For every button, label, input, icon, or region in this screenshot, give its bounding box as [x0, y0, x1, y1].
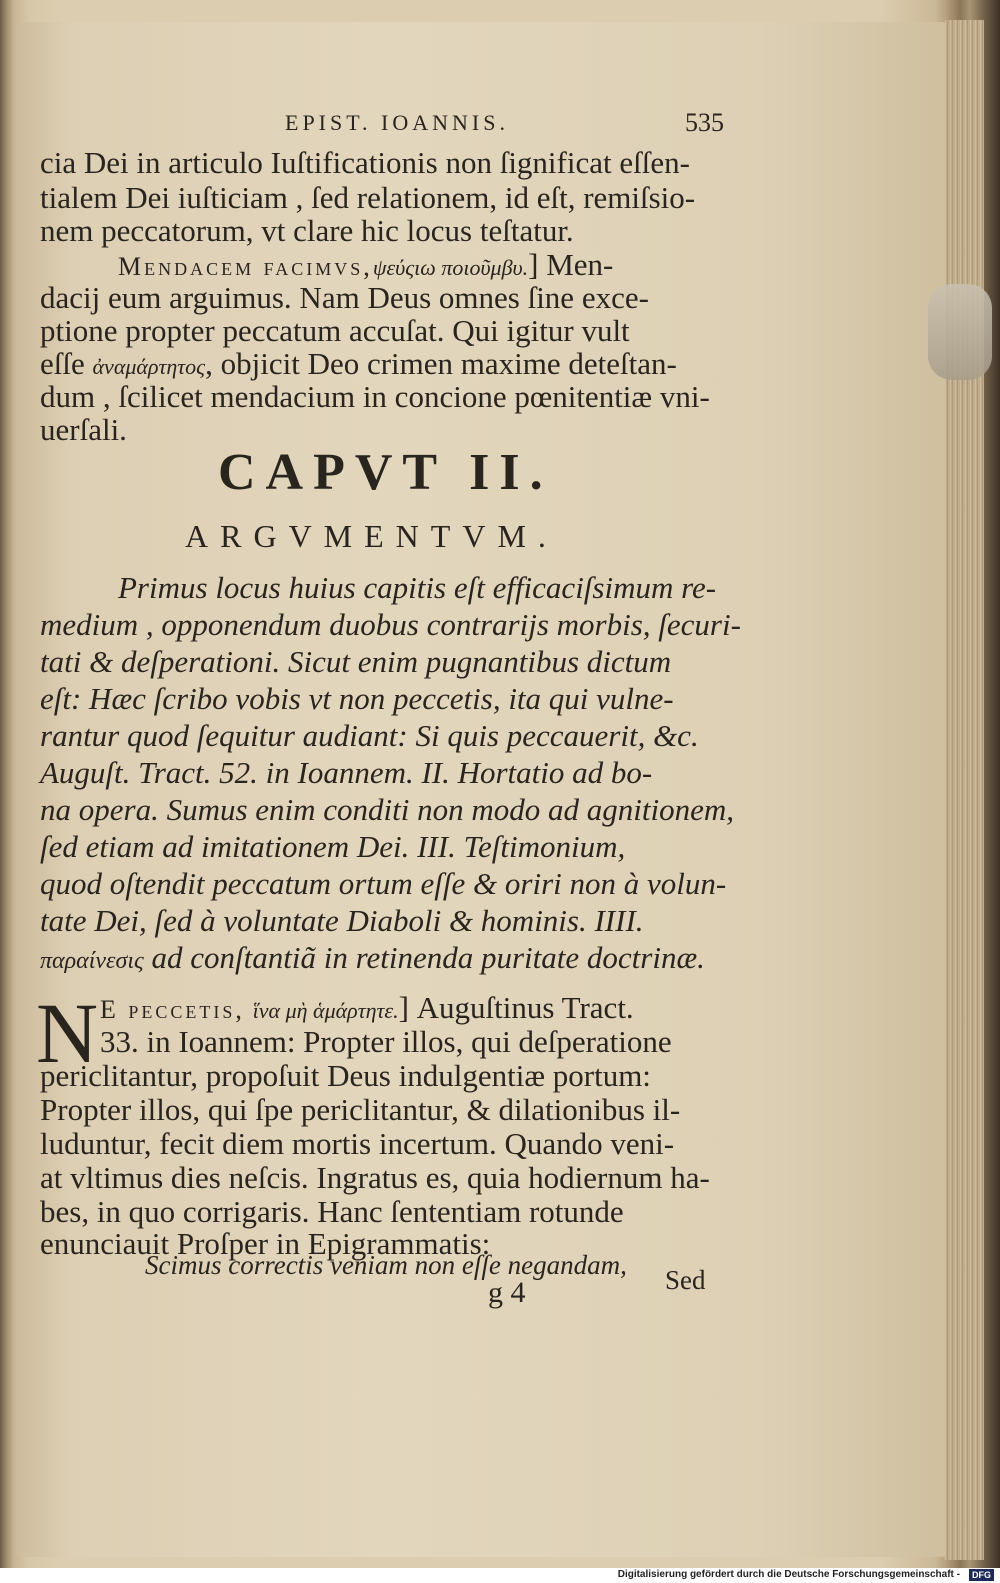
text-line: 33. in Ioannem: Propter illos, qui deſperatione [100, 1024, 672, 1059]
dfg-logo: DFG [969, 1569, 994, 1581]
text-line: bes, in quo corrigaris. Hanc ſententiam rotunde [40, 1194, 624, 1229]
argumentum-line: medium , opponendum duobus contrarijs morbis, ſecuri- [40, 607, 741, 642]
catchword: Sed [665, 1265, 706, 1295]
verse-line: Scimus correctis veniam non eſſe negandam, [145, 1250, 627, 1280]
lemma-rest: ] Auguſtinus Tract. [398, 990, 634, 1025]
text-fragment: , objicit Deo crimen maxime deteſtan- [205, 346, 677, 381]
greek-word: παραίνεσις [40, 948, 144, 974]
drop-cap: N [36, 985, 99, 1081]
chapter-title: CAPVT II. [218, 444, 553, 501]
argumentum-line: quod oſtendit peccatum ortum eſſe & oriri non à volun- [40, 866, 727, 901]
ne-peccetis-line [100, 990, 634, 1026]
text-fragment: ad conſtantiã in retinenda puritate doctrinæ. [143, 940, 705, 975]
mendacem-line [118, 247, 613, 283]
argumentum-line: Primus locus huius capitis eſt efficaciſsimum re- [118, 570, 717, 605]
text-line: dum , ſcilicet mendacium in concione pœnitentiæ vni- [40, 379, 710, 414]
argumentum-line: tate Dei, ſed à voluntate Diaboli & hominis. IIII. [40, 903, 644, 938]
text-line: nem peccatorum, vt clare hic locus teſtatur. [40, 213, 574, 248]
argumentum-line: eſt: Hæc ſcribo vobis vt non peccetis, ita qui vulne- [40, 681, 674, 716]
text-line: cia Dei in articulo Iuſtificationis non ſignificat eſſen- [40, 145, 690, 180]
paraenesis-line [40, 940, 705, 976]
anamartetos-line [40, 346, 677, 382]
argumentum-line: ſed etiam ad imitationem Dei. III. Teſtimonium, [40, 829, 626, 864]
text-line: luduntur, fecit diem mortis incertum. Quando veni- [40, 1126, 675, 1161]
footer-text: Digitalisierung gefördert durch die Deutsche Forschungsgemeinschaft - [617, 1569, 960, 1580]
digitization-footer [0, 1568, 1000, 1583]
signature-mark: g 4 [488, 1276, 526, 1309]
text-fragment: eſſe [40, 346, 85, 381]
running-header: EPIST. IOANNIS. [285, 110, 509, 135]
lemma: Mendacem facimvs, [118, 252, 373, 281]
greek-phrase: ψεύςιω ποιοῦμβυ. [372, 255, 529, 280]
argumentum-line: rantur quod ſequitur audiant: Si quis peccauerit, &c. [40, 718, 699, 753]
lemma: E peccetis, [100, 995, 245, 1024]
text-line: Propter illos, qui ſpe periclitantur, & dilationibus il- [40, 1092, 681, 1127]
bookmark-tab [928, 284, 992, 380]
text-line: dacij eum arguimus. Nam Deus omnes ſine exce- [40, 280, 649, 315]
argumentum-line: Auguſt. Tract. 52. in Ioannem. II. Hortatio ad bo- [40, 755, 653, 790]
argumentum-line: tati & deſperationi. Sicut enim pugnantibus dictum [40, 644, 672, 679]
greek-word: ἀναμάρτητος [92, 354, 206, 379]
text-line: enunciauit Proſper in Epigrammatis: [40, 1226, 491, 1261]
page-edges [944, 20, 984, 1560]
page-number: 535 [685, 108, 724, 137]
text-line: uerſali. [40, 412, 127, 447]
greek-phrase: ἵνα μὴ ἁμάρτητε. [252, 998, 399, 1023]
argumentum-line: na opera. Sumus enim conditi non modo ad agnitionem, [40, 792, 735, 827]
argumentum-title: ARGVMENTVM. [185, 518, 558, 554]
text-line: at vltimus dies neſcis. Ingratus es, quia hodiernum ha- [40, 1160, 710, 1195]
text-line: tialem Dei iuſticiam , ſed relationem, id eſt, remiſsio- [40, 180, 696, 215]
lemma-rest: ] Men- [528, 247, 614, 282]
text-line: ptione propter peccatum accuſat. Qui igitur vult [40, 313, 630, 348]
text-line: periclitantur, propoſuit Deus indulgentiæ portum: [40, 1058, 651, 1093]
